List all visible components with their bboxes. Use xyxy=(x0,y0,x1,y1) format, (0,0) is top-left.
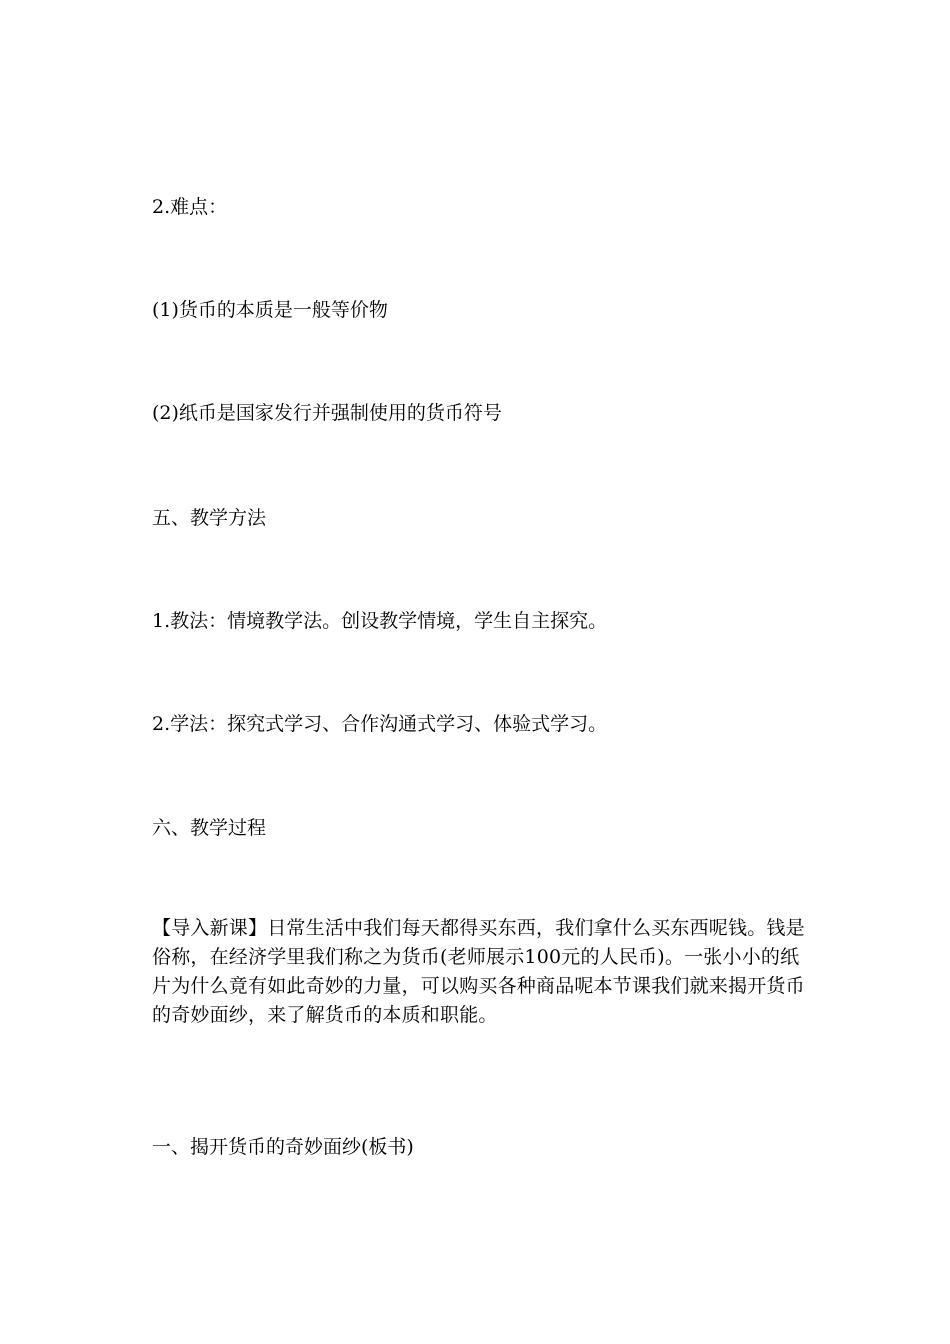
section-one-heading: 一、揭开货币的奇妙面纱(板书) xyxy=(152,1136,414,1158)
intro-text: 日常生活中我们每天都得买东西，我们拿什么买东西呢钱。钱是俗称，在经济学里我们称之为货币(老师展示100元的人民币)。一张小小的纸片为什么竟有如此奇妙的力量，可以购买各种商品呢本节课我们就来揭开货币的奇妙面纱，来了解货币的本质和职能。 xyxy=(152,917,805,1026)
difficulty-item-2: (2)纸币是国家发行并强制使用的货币符号 xyxy=(152,402,502,424)
intro-paragraph xyxy=(152,914,812,1030)
difficulty-item-1: (1)货币的本质是一般等价物 xyxy=(152,299,388,321)
section-six-heading: 六、教学过程 xyxy=(152,817,267,839)
learning-method-item: 2.学法：探究式学习、合作沟通式学习、体验式学习。 xyxy=(152,713,608,735)
difficulty-heading: 2.难点： xyxy=(152,196,228,218)
intro-tag: 【导入新课】 xyxy=(152,917,268,939)
section-five-heading: 五、教学方法 xyxy=(152,507,267,529)
teaching-method-item: 1.教法：情境教学法。创设教学情境，学生自主探究。 xyxy=(152,610,608,632)
